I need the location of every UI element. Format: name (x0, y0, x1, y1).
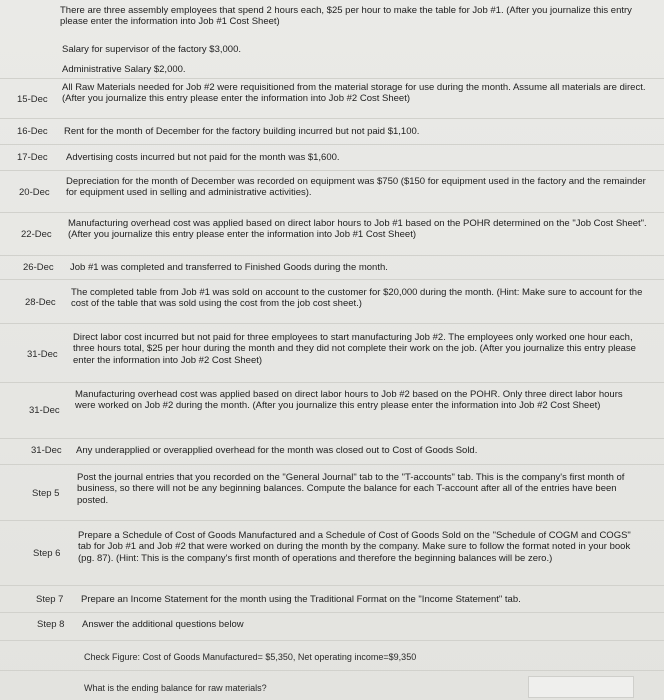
grid-line (0, 520, 664, 521)
step-label: Step 6 (33, 548, 61, 559)
grid-line (0, 382, 664, 383)
grid-line (0, 670, 664, 671)
entry-date: 28-Dec (25, 297, 56, 308)
entry-date: 31-Dec (27, 349, 58, 360)
entry-date: 31-Dec (31, 445, 62, 456)
question-raw-materials: What is the ending balance for raw materials? (84, 683, 267, 693)
entry-text: All Raw Materials needed for Job #2 were requisitioned from the material storage for use during the month. Assume all materials are direct. (After you journalize this entry please enter the information into Job #2 Cost Sheet) (62, 82, 646, 105)
grid-line (0, 170, 664, 171)
grid-line (0, 118, 664, 119)
step-label: Step 5 (32, 488, 60, 499)
entry-text: Depreciation for the month of December was recorded on equipment was $750 ($150 for equipment used in the factory and the remainder for equipment used in selling and administrative activities). (66, 176, 646, 199)
grid-line (0, 212, 664, 213)
grid-line (0, 585, 664, 586)
grid-line (0, 255, 664, 256)
entry-date: 15-Dec (17, 94, 48, 105)
entry-text: Manufacturing overhead cost was applied based on direct labor hours to Job #2 based on the POHR. Only three direct labor hours were worked on Job #2 during the month. (After you journalize this entry please enter the information into Job #2 Cost Sheet) (75, 389, 623, 412)
entry-text: Any underapplied or overapplied overhead for the month was closed out to Cost of Goods Sold. (76, 445, 478, 456)
entry-text: Salary for supervisor of the factory $3,000. (62, 44, 242, 55)
entry-text: Advertising costs incurred but not paid for the month was $1,600. (66, 152, 340, 163)
entry-date: 16-Dec (17, 126, 48, 137)
entry-date: 26-Dec (23, 262, 54, 273)
entry-text: Rent for the month of December for the factory building incurred but not paid $1,100. (64, 126, 420, 137)
grid-line (0, 612, 664, 613)
answer-input-box[interactable] (528, 676, 634, 698)
check-figure: Check Figure: Cost of Goods Manufactured= $5,350, Net operating income=$9,350 (84, 652, 417, 662)
grid-line (0, 640, 664, 641)
grid-line (0, 438, 664, 439)
entry-text: Direct labor cost incurred but not paid for three employees to start manufacturing Job #2. The employees only worked one hour each, three hours total, $25 per hour during the month and they did not complete their work on the job. (After you journalize this entry please enter the information into Job #2 Cost Sheet) (73, 332, 636, 366)
grid-line (0, 144, 664, 145)
step-text: Post the journal entries that you recorded on the "General Journal" tab to the "T-accounts" tab. This is the company's first month of business, so there will not be any beginning balances. Compute the balance for each T-account after all of the entries have been posted. (77, 472, 625, 506)
grid-line (0, 78, 664, 79)
entry-text: The completed table from Job #1 was sold on account to the customer for $20,000 during the month. (Hint: Make sure to account for the cost of the table that was sold using the cost from the job cost sheet.) (71, 287, 643, 310)
grid-line (0, 323, 664, 324)
step-text: Prepare an Income Statement for the month using the Traditional Format on the "Income Statement" tab. (81, 594, 521, 605)
entry-date: 31-Dec (29, 405, 60, 416)
entry-text: Manufacturing overhead cost was applied based on direct labor hours to Job #1 based on the POHR determined on the "Job Cost Sheet". (After you journalize this entry please enter the information into Job #1 Cost Sheet) (68, 218, 647, 241)
entry-text: Job #1 was completed and transferred to Finished Goods during the month. (70, 262, 388, 273)
entry-text: Administrative Salary $2,000. (62, 64, 186, 75)
grid-line (0, 279, 664, 280)
step-label: Step 7 (36, 594, 64, 605)
step-label: Step 8 (37, 619, 65, 630)
step-text: Prepare a Schedule of Cost of Goods Manufactured and a Schedule of Cost of Goods Sold on the "Schedule of COGM and COGS" tab for Job #1 and Job #2 that were worked on during the month by the company. Make sure to follow the format noted in your book (pg. 87). (Hint: This is the company's first month of operations and therefore the beginning balances will be zero.) (78, 530, 631, 564)
step-text: Answer the additional questions below (82, 619, 244, 630)
entry-date: 22-Dec (21, 229, 52, 240)
entry-date: 20-Dec (19, 187, 50, 198)
entry-date: 17-Dec (17, 152, 48, 163)
entry-text: There are three assembly employees that spend 2 hours each, $25 per hour to make the table for Job #1. (After you journalize this entry please enter the information into Job #1 Cost Sheet) (60, 5, 632, 28)
grid-line (0, 464, 664, 465)
